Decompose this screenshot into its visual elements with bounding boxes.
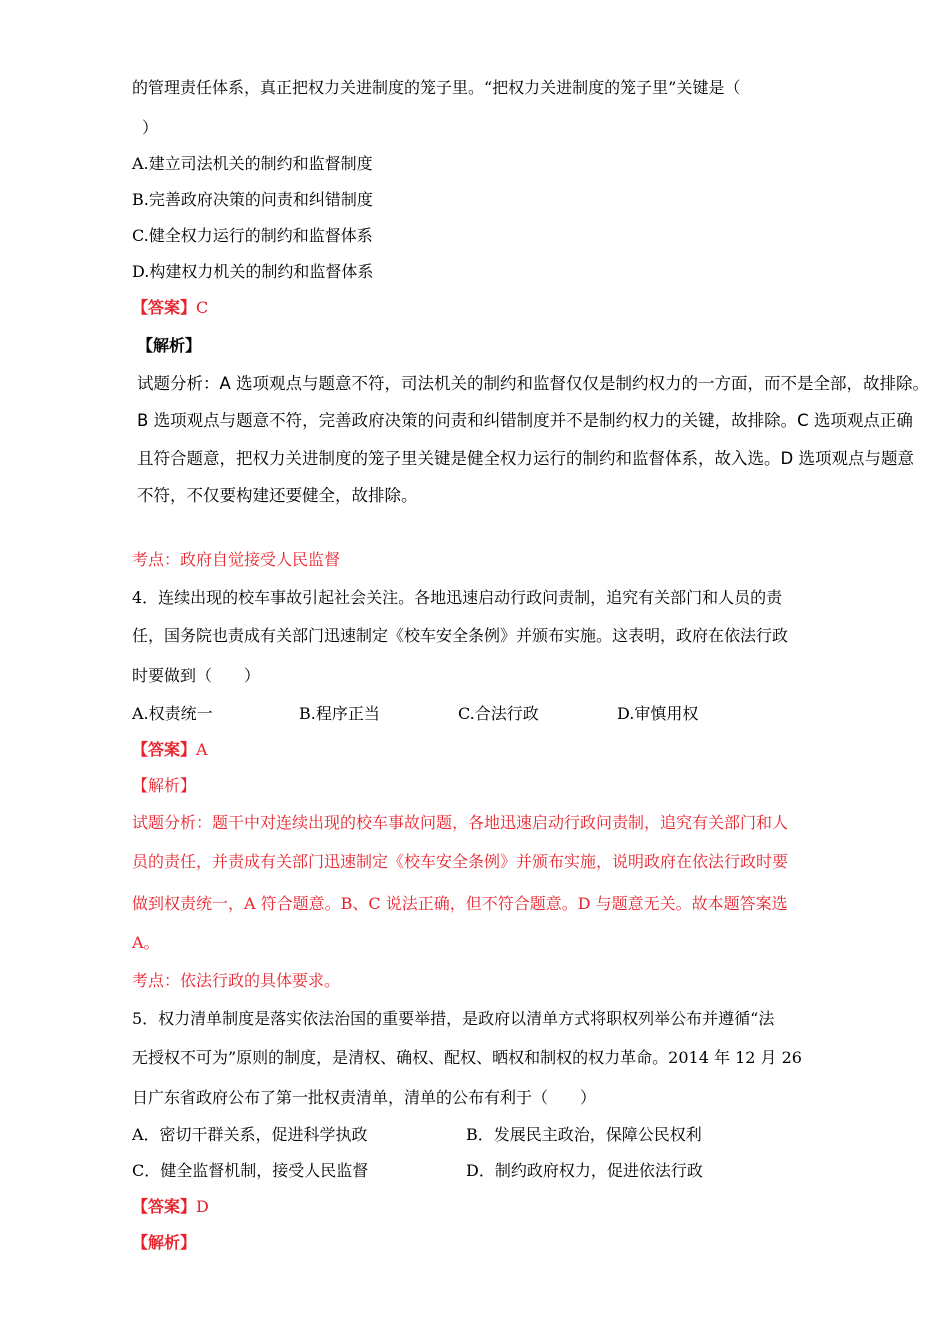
q5-option-c: C．健全监督机制，接受人民监督 <box>132 1161 369 1180</box>
q4-option-c: C.合法行政 <box>458 704 539 723</box>
q3-stem-line1: 的管理责任体系，真正把权力关进制度的笼子里。“把权力关进制度的笼子里”关键是（ <box>132 78 741 97</box>
answer-value: A <box>196 740 208 759</box>
q3-analysis-line4: 不符，不仅要构建还要健全，故排除。 <box>137 486 418 505</box>
q5-stem-line3: 日广东省政府公布了第一批权责清单，清单的公布有利于（ ） <box>132 1088 597 1107</box>
q3-option-c: C.健全权力运行的制约和监督体系 <box>132 226 373 245</box>
q4-answer <box>132 740 208 760</box>
answer-label: 【答案】 <box>132 740 197 759</box>
q5-option-a: A．密切干群关系，促进科学执政 <box>132 1125 368 1144</box>
q5-stem-line2: 无授权不可为”原则的制度，是清权、确权、配权、晒权和制权的权力革命。2014 年 12 月 26 <box>132 1048 802 1067</box>
q3-analysis-label: 【解析】 <box>137 336 202 355</box>
q4-option-d: D.审慎用权 <box>617 704 699 723</box>
q5-option-b: B．发展民主政治，保障公民权利 <box>466 1125 702 1144</box>
answer-label: 【答案】 <box>132 298 197 317</box>
q5-answer <box>132 1197 209 1217</box>
q4-option-a: A.权责统一 <box>132 704 213 723</box>
answer-label: 【答案】 <box>132 1197 197 1216</box>
q4-analysis-line3: 做到权责统一，A 符合题意。B、C 说法正确，但不符合题意。D 与题意无关。故本题答案选 <box>132 894 788 913</box>
q4-stem-line2: 任，国务院也责成有关部门迅速制定《校车安全条例》并颁布实施。这表明，政府在依法行政 <box>132 626 789 645</box>
q3-option-b: B.完善政府决策的问责和纠错制度 <box>132 190 373 209</box>
q5-stem-line1: 5．权力清单制度是落实依法治国的重要举措，是政府以清单方式将职权列举公布并遵循“法 <box>132 1009 775 1028</box>
answer-value: C <box>196 298 209 317</box>
q3-stem-line2: ） <box>142 118 159 137</box>
q5-option-d: D．制约政府权力，促进依法行政 <box>466 1161 703 1180</box>
q4-stem-line3: 时要做到（ ） <box>132 666 261 685</box>
q4-analysis-line1: 试题分析：题干中对连续出现的校车事故问题，各地迅速启动行政问责制，追究有关部门和人 <box>132 813 789 832</box>
q4-analysis-line4: A。 <box>132 933 160 952</box>
q3-option-d: D.构建权力机关的制约和监督体系 <box>132 262 374 281</box>
q3-analysis-line2: B 选项观点与题意不符，完善政府决策的问责和纠错制度并不是制约权力的关键，故排除。C 选项观点正确 <box>137 411 913 430</box>
q5-analysis-label: 【解析】 <box>132 1233 197 1252</box>
q4-analysis-label: 【解析】 <box>132 776 197 795</box>
q3-kaodian: 考点：政府自觉接受人民监督 <box>132 550 341 569</box>
q3-option-a: A.建立司法机关的制约和监督制度 <box>132 154 373 173</box>
q4-option-b: B.程序正当 <box>299 704 380 723</box>
answer-value: D <box>196 1197 209 1216</box>
q4-analysis-line2: 员的责任，并责成有关部门迅速制定《校车安全条例》并颁布实施，说明政府在依法行政时要 <box>132 852 789 871</box>
q3-answer <box>132 298 208 318</box>
q3-analysis-line1: 试题分析：A 选项观点与题意不符，司法机关的制约和监督仅仅是制约权力的一方面，而不是全部，故排除。 <box>137 374 930 393</box>
q4-kaodian: 考点：依法行政的具体要求。 <box>132 971 341 990</box>
q3-analysis-line3: 且符合题意，把权力关进制度的笼子里关键是健全权力运行的制约和监督体系，故入选。D 选项观点与题意 <box>137 449 914 468</box>
q4-stem-line1: 4．连续出现的校车事故引起社会关注。各地迅速启动行政问责制，追究有关部门和人员的责 <box>132 588 783 607</box>
